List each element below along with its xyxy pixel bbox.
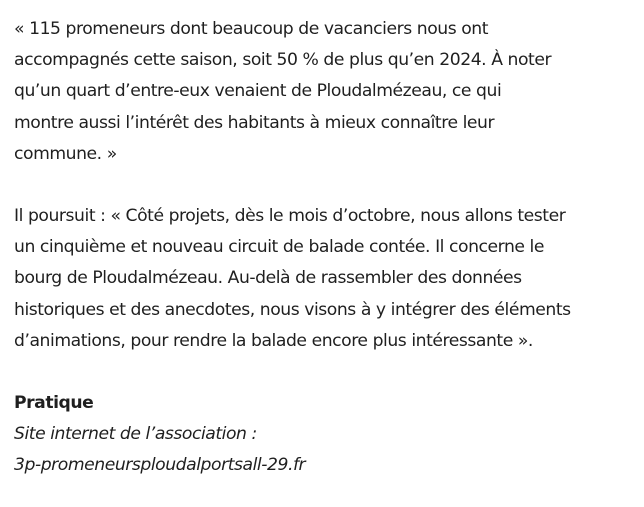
paragraph-line: montre aussi l’intérêt des habitants à mieux connaître leur	[14, 112, 495, 133]
quote-paragraph	[14, 14, 640, 170]
practical-section	[14, 388, 640, 482]
paragraph-line: historiques et des anecdotes, nous visons à y intégrer des éléments	[14, 299, 571, 320]
article-body	[14, 14, 640, 482]
website-label: Site internet de l’association :	[14, 424, 257, 445]
projects-paragraph	[14, 201, 640, 357]
paragraph-line: accompagnés cette saison, soit 50 % de plus qu’en 2024. À noter	[14, 50, 552, 71]
website-link[interactable]: 3p-promeneursploudalportsall-29.fr	[14, 455, 306, 476]
paragraph-line: d’animations, pour rendre la balade encore plus intéressante ».	[14, 330, 533, 351]
paragraph-line: bourg de Ploudalmézeau. Au-delà de rassembler des données	[14, 268, 522, 289]
practical-heading: Pratique	[14, 393, 94, 414]
paragraph-spacer	[14, 357, 640, 388]
paragraph-line: commune. »	[14, 143, 117, 164]
paragraph-line: « 115 promeneurs dont beaucoup de vacanciers nous ont	[14, 19, 489, 39]
paragraph-line: un cinquième et nouveau circuit de balade contée. Il concerne le	[14, 237, 545, 258]
paragraph-spacer	[14, 170, 640, 201]
paragraph-line: Il poursuit : « Côté projets, dès le mois d’octobre, nous allons tester	[14, 206, 566, 227]
paragraph-line: qu’un quart d’entre-eux venaient de Ploudalmézeau, ce qui	[14, 81, 502, 102]
